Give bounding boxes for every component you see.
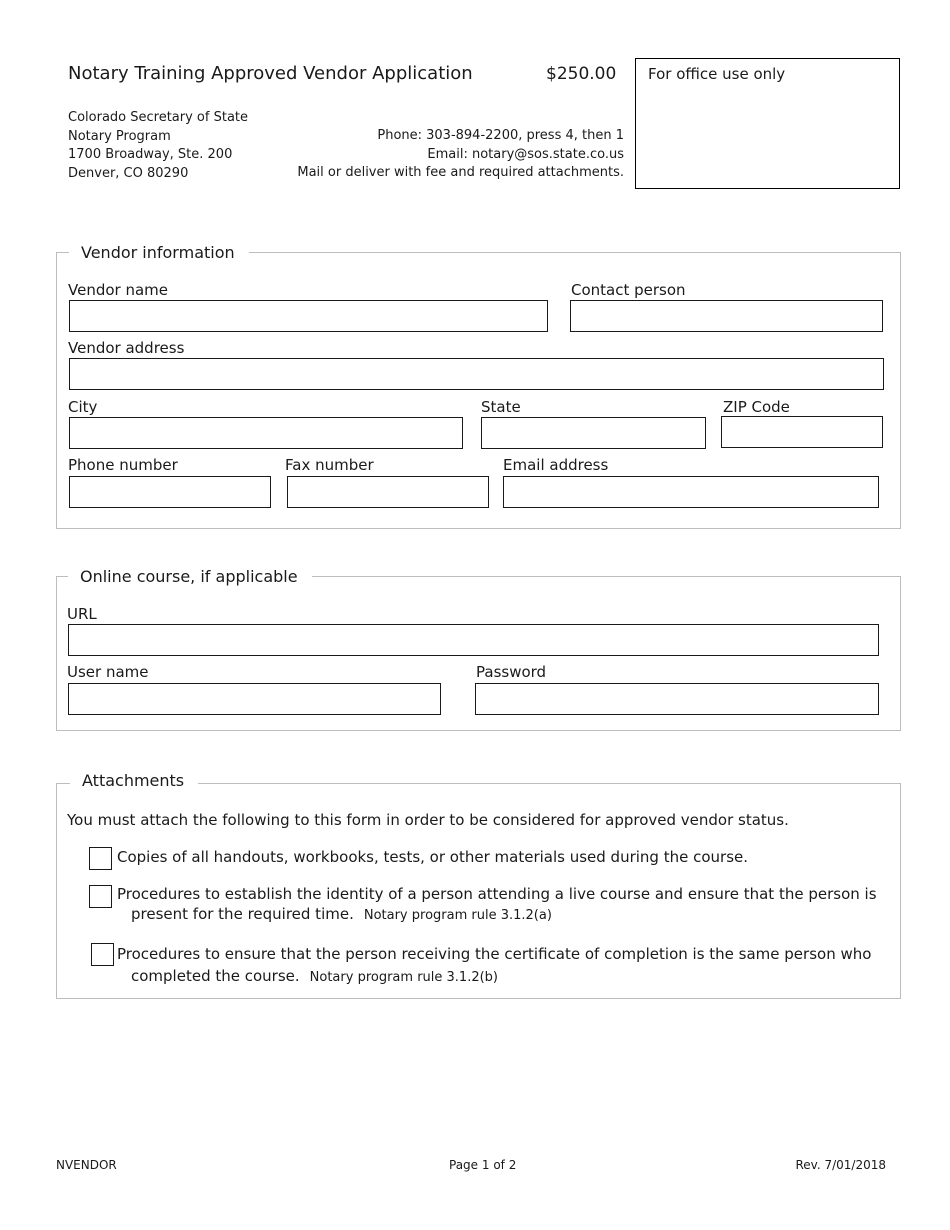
address-line: Notary Program <box>68 128 171 144</box>
phone-number-label: Phone number <box>68 456 178 474</box>
attachment-checkbox-identity[interactable] <box>89 885 112 908</box>
fax-number-label: Fax number <box>285 456 374 474</box>
email-address-label: Email address <box>503 456 609 474</box>
revision-date: Rev. 7/01/2018 <box>795 1158 886 1172</box>
password-label: Password <box>476 663 547 681</box>
form-title: Notary Training Approved Vendor Application <box>68 63 473 84</box>
address-line: Denver, CO 80290 <box>68 165 189 181</box>
fee-amount: $250.00 <box>546 64 617 84</box>
attachment-text: Procedures to establish the identity of a person attending a live course and ensure that the person is <box>117 885 877 903</box>
zip-code-input[interactable] <box>721 416 883 448</box>
office-use-label: For office use only <box>648 65 786 83</box>
url-input[interactable] <box>68 624 879 656</box>
vendor-name-label: Vendor name <box>68 281 169 299</box>
contact-instructions: Mail or deliver with fee and required attachments. <box>297 165 624 181</box>
email-address-input[interactable] <box>503 476 879 508</box>
agency-address <box>68 109 248 183</box>
office-use-box <box>635 58 900 189</box>
vendor-information-legend: Vendor information <box>69 243 249 263</box>
user-name-input[interactable] <box>68 683 441 715</box>
attachment-checkbox-materials[interactable] <box>89 847 112 870</box>
address-line: 1700 Broadway, Ste. 200 <box>68 147 233 163</box>
attachment-text: Copies of all handouts, workbooks, tests, or other materials used during the course. <box>117 848 749 866</box>
state-label: State <box>481 398 521 416</box>
attachment-checkbox-certificate[interactable] <box>91 943 114 966</box>
vendor-name-input[interactable] <box>69 300 548 332</box>
zip-code-label: ZIP Code <box>723 398 790 416</box>
attachment-text: Procedures to ensure that the person receiving the certificate of completion is the same person who <box>117 945 872 963</box>
fax-number-input[interactable] <box>287 476 489 508</box>
city-label: City <box>68 398 98 416</box>
attachments-instructions: You must attach the following to this form in order to be considered for approved vendor status. <box>67 811 789 829</box>
rule-reference: Notary program rule 3.1.2(a) <box>363 908 552 923</box>
page-number: Page 1 of 2 <box>449 1158 517 1172</box>
attachment-text-continued: present for the required time. <box>131 905 354 923</box>
contact-person-input[interactable] <box>570 300 883 332</box>
attachment-item-materials <box>117 847 748 867</box>
agency-contact <box>297 127 624 183</box>
state-input[interactable] <box>481 417 706 449</box>
attachment-item-identity <box>117 884 877 926</box>
contact-email: Email: notary@sos.state.co.us <box>427 146 624 162</box>
phone-number-input[interactable] <box>69 476 271 508</box>
city-input[interactable] <box>69 417 463 449</box>
vendor-address-input[interactable] <box>69 358 884 390</box>
attachment-text-continued: completed the course. <box>131 967 300 985</box>
address-line: Colorado Secretary of State <box>68 110 249 125</box>
online-course-legend: Online course, if applicable <box>68 567 312 587</box>
user-name-label: User name <box>67 663 149 681</box>
attachment-item-certificate <box>117 943 871 989</box>
contact-phone: Phone: 303-894-2200, press 4, then 1 <box>377 128 624 143</box>
vendor-address-label: Vendor address <box>68 339 185 357</box>
rule-reference: Notary program rule 3.1.2(b) <box>309 970 498 985</box>
attachments-legend: Attachments <box>70 771 198 791</box>
password-input[interactable] <box>475 683 879 715</box>
url-label: URL <box>67 605 97 623</box>
form-id: NVENDOR <box>56 1158 117 1172</box>
contact-person-label: Contact person <box>571 281 686 299</box>
